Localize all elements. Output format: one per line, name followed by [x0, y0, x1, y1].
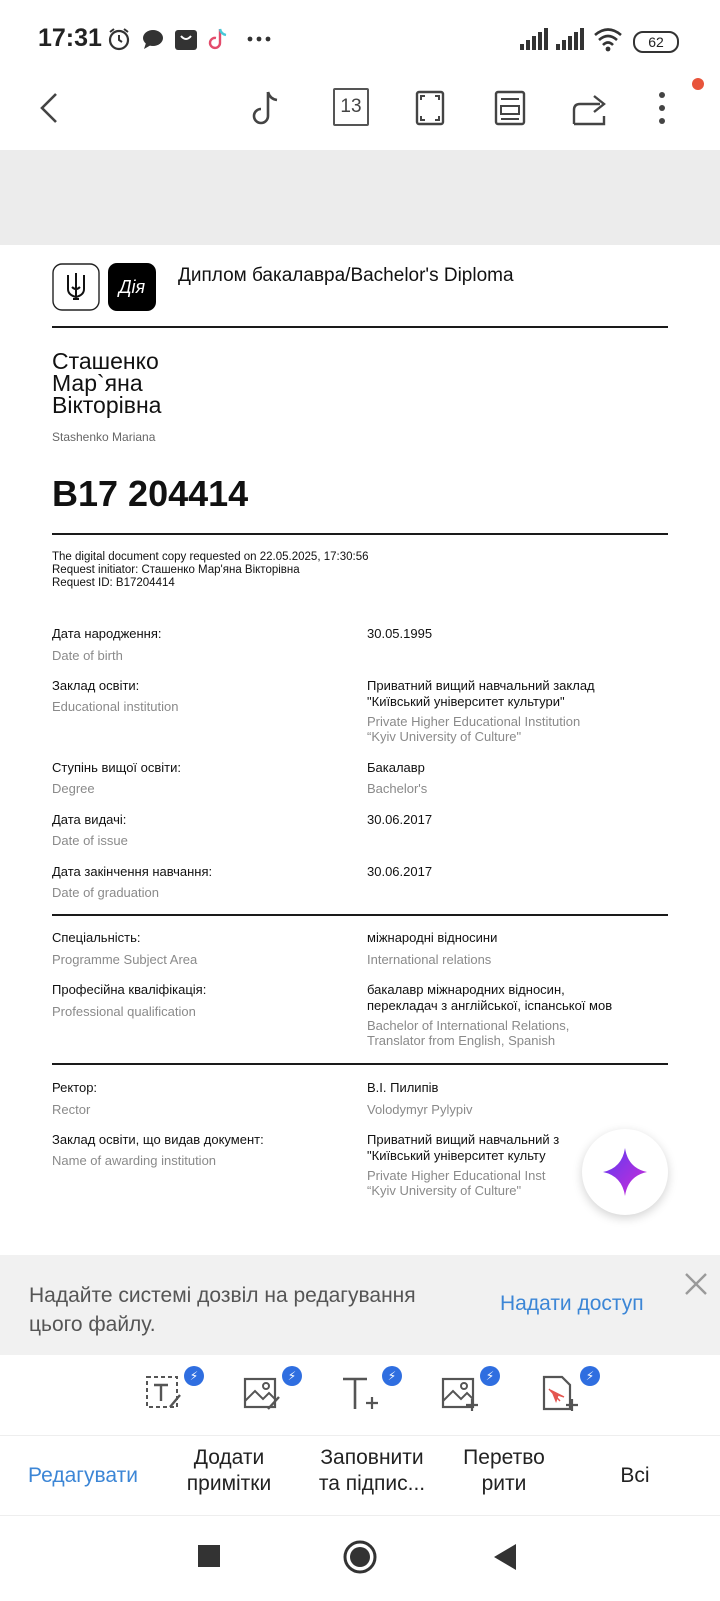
- page-count-icon[interactable]: 13: [333, 88, 369, 126]
- document-number: В17 204414: [52, 473, 249, 514]
- field-value: 30.06.2017: [367, 812, 433, 827]
- field-label-en: Date of graduation: [52, 885, 159, 900]
- tab-edit[interactable]: Редагувати: [28, 1464, 138, 1487]
- field-value-en: [367, 714, 580, 744]
- text-edit-icon[interactable]: [144, 1373, 184, 1413]
- trident-emblem-icon: [52, 263, 100, 311]
- field-label-en: Name of awarding institution: [52, 1153, 217, 1168]
- field-label: Спеціальність:: [52, 930, 141, 945]
- sparkle-icon: [601, 1146, 649, 1198]
- divider: [52, 1063, 668, 1065]
- page-gap: [0, 150, 720, 245]
- notification-dot: [692, 78, 704, 90]
- tab-fill-sign-line-2: та підпис...: [318, 1472, 426, 1495]
- field-value-line: "Київський університет культури": [367, 694, 565, 709]
- field-value-en-line: Private Higher Educational Institution: [367, 714, 581, 729]
- tiktok-icon[interactable]: [246, 86, 290, 130]
- fullscreen-icon[interactable]: [408, 86, 452, 130]
- field-label-en: Educational institution: [52, 699, 179, 714]
- wifi-icon: [593, 26, 623, 52]
- field-value-en: [367, 1168, 545, 1198]
- reader-mode-icon[interactable]: [488, 86, 532, 130]
- field-value-en-line: Translator from English, Spanish: [367, 1033, 556, 1048]
- divider: [52, 914, 668, 916]
- field-value-en-line: “Kyiv University of Culture": [367, 1183, 522, 1198]
- image-edit-icon[interactable]: [242, 1373, 282, 1413]
- field-label-en: Date of birth: [52, 648, 123, 663]
- field-label: Професійна кваліфікація:: [52, 982, 207, 997]
- field-label-en: Professional qualification: [52, 1004, 196, 1019]
- ai-assistant-button[interactable]: [582, 1129, 668, 1215]
- pdf-add-icon[interactable]: [540, 1373, 580, 1413]
- premium-badge-icon: ⚡: [184, 1366, 204, 1386]
- field-value-en: Volodymyr Pylypiv: [367, 1102, 473, 1117]
- divider: [52, 326, 668, 328]
- field-value-en-line: “Kyiv University of Culture": [367, 729, 522, 744]
- field-value: 30.05.1995: [367, 626, 433, 641]
- field-value-line: Приватний вищий навчальний з: [367, 1132, 560, 1147]
- premium-badge-icon: ⚡: [580, 1366, 600, 1386]
- recents-button[interactable]: [198, 1545, 220, 1567]
- field-value: [367, 982, 612, 1014]
- field-value-en-line: Private Higher Educational Inst: [367, 1168, 546, 1183]
- field-label: Дата закінчення навчання:: [52, 864, 213, 879]
- premium-badge-icon: ⚡: [382, 1366, 402, 1386]
- alarm-icon: [106, 26, 132, 52]
- request-info: [52, 551, 368, 590]
- field-label: Дата народження:: [52, 626, 162, 641]
- field-value-line: бакалавр міжнародних відносин,: [367, 982, 565, 997]
- back-icon[interactable]: [28, 86, 72, 130]
- field-value-line: Приватний вищий навчальний заклад: [367, 678, 595, 693]
- field-label-en: Programme Subject Area: [52, 952, 198, 967]
- holder-surname: Сташенко: [52, 348, 159, 374]
- tab-fill-sign-line-1: Заповнити: [320, 1446, 424, 1469]
- tab-add-notes[interactable]: [170, 1445, 288, 1497]
- holder-patronymic: Вікторівна: [52, 392, 162, 418]
- diia-logo: Дія: [108, 263, 156, 311]
- tab-add-notes-line-2: примітки: [186, 1472, 272, 1495]
- shopping-bag-icon: [173, 26, 199, 52]
- more-vertical-icon[interactable]: [650, 86, 674, 130]
- share-icon[interactable]: [568, 86, 612, 130]
- grant-access-button[interactable]: Надати доступ: [500, 1292, 644, 1315]
- add-image-icon[interactable]: [440, 1373, 480, 1413]
- field-label: Заклад освіти, що видав документ:: [52, 1132, 264, 1147]
- request-date: The digital document copy requested on 22.05.2025, 17:30:56: [52, 551, 369, 563]
- battery-icon: 62: [633, 31, 679, 53]
- field-value: В.І. Пилипів: [367, 1080, 439, 1095]
- field-value: міжнародні відносини: [367, 930, 498, 945]
- field-value-en: International relations: [367, 952, 492, 967]
- chat-bubble-icon: [140, 26, 166, 52]
- field-label: Ступінь вищої освіти:: [52, 760, 182, 775]
- more-dots-icon: [246, 26, 272, 52]
- tab-convert[interactable]: [450, 1445, 558, 1497]
- premium-badge-icon: ⚡: [282, 1366, 302, 1386]
- tab-add-notes-line-1: Додати: [193, 1446, 265, 1469]
- signal-icon: [519, 26, 549, 52]
- premium-badge-icon: ⚡: [480, 1366, 500, 1386]
- field-label-en: Date of issue: [52, 833, 128, 848]
- signal-icon: [555, 26, 585, 52]
- document-title: Диплом бакалавра/Bachelor's Diploma: [178, 265, 514, 286]
- clock: 17:31: [38, 24, 102, 52]
- field-label: Заклад освіти:: [52, 678, 140, 693]
- field-value-line: перекладач з англійської, іспанської мов: [367, 998, 613, 1013]
- tab-convert-line-2: рити: [481, 1472, 527, 1495]
- tab-convert-line-1: Перетво: [463, 1446, 545, 1469]
- add-text-icon[interactable]: [340, 1373, 380, 1413]
- home-button[interactable]: [343, 1540, 377, 1574]
- request-initiator: Request initiator: Сташенко Мар'яна Вікторівна: [52, 564, 300, 576]
- field-value-en-line: Bachelor of International Relations,: [367, 1018, 570, 1033]
- field-value-line: "Київський університет культу: [367, 1148, 546, 1163]
- tab-all[interactable]: Всі: [620, 1464, 650, 1487]
- holder-first-name: Мар`яна: [52, 370, 143, 396]
- field-value: Бакалавр: [367, 760, 425, 775]
- tab-fill-sign[interactable]: [308, 1445, 436, 1497]
- field-label: Ректор:: [52, 1080, 98, 1095]
- field-label-en: Degree: [52, 781, 95, 796]
- holder-name: [52, 350, 161, 416]
- tiktok-icon: [206, 26, 232, 52]
- divider: [52, 533, 668, 535]
- field-value-en: Bachelor's: [367, 781, 428, 796]
- field-value-en: [367, 1018, 569, 1048]
- holder-latin-name: Stashenko Mariana: [52, 430, 156, 444]
- field-label: Дата видачі:: [52, 812, 127, 827]
- permission-message: Надайте системі дозвіл на редагування цього файлу.: [29, 1284, 416, 1336]
- close-icon[interactable]: [682, 1270, 710, 1298]
- back-nav-button[interactable]: [492, 1542, 518, 1572]
- field-value: 30.06.2017: [367, 864, 433, 879]
- request-id: Request ID: B17204414: [52, 577, 175, 589]
- field-label-en: Rector: [52, 1102, 91, 1117]
- field-value: [367, 678, 595, 710]
- field-value: [367, 1132, 559, 1164]
